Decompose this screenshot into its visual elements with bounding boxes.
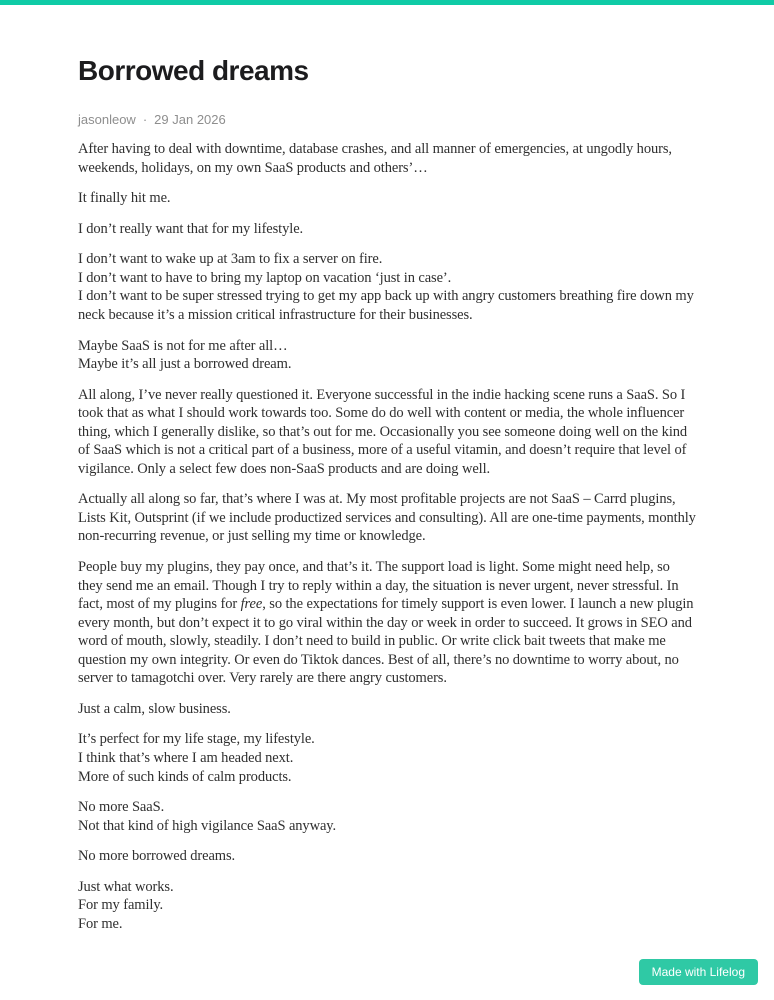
paragraph: Actually all along so far, that’s where I was at. My most profitable projects are not SaaS – Carrd plugins, Lists Kit, Outsprint (if we include productized services and consulting). All are one-time payments, monthly non-recurring revenue, or just selling my time or knowledge. <box>78 491 696 545</box>
paragraph: Maybe SaaS is not for me after all… Maybe it’s all just a borrowed dream. <box>78 337 292 373</box>
paragraph: I don’t want to wake up at 3am to fix a server on fire. I don’t want to have to bring my laptop on vacation ‘just in case’. I don’t want to be super stressed trying to get my app back up with angry customers breathing fire down my neck because it’s a mission critical infrastructure for their businesses. <box>78 251 694 324</box>
paragraph: All along, I’ve never really questioned it. Everyone successful in the indie hacking scene runs a SaaS. So I took that as what I should work towards too. Some do do well with content or media, the whole influencer thing, which I generally dislike, so that’s out for me. Occasionally you see someone doing well on the kind of SaaS which is not a critical part of a business, more of a useful vitamin, and doesn’t require that level of vigilance. Only a select few does non-SaaS products and are doing well. <box>78 386 688 477</box>
paragraph: It’s perfect for my life stage, my lifestyle. I think that’s where I am headed next. More of such kinds of calm products. <box>78 731 315 785</box>
brand-top-bar <box>0 0 774 5</box>
paragraph: Just what works. For my family. For me. <box>78 878 174 932</box>
article-body <box>78 140 696 933</box>
italic-text: free <box>240 596 263 613</box>
paragraph: I don’t really want that for my lifestyle. <box>78 220 304 237</box>
paragraph: No more SaaS. Not that kind of high vigilance SaaS anyway. <box>78 799 337 834</box>
paragraph: Just a calm, slow business. <box>78 700 231 717</box>
paragraph: People buy my plugins, they pay once, and that’s it. The support load is light. Some might need help, so they send me an email. Though I try to reply within a day, the situation is never urgent, never stressful. In fact, most of my plugins for free, so the expectations for timely support is even lower. I launch a new plugin every month, but don’t expect it to go viral within the day or week in order to succeed. It grows in SEO and word of mouth, slowly, steadily. I don’t need to build in public. Or write click bait tweets that make me question my own integrity. Or even do Tiktok dances. Best of all, there’s no downtime to worry about, no server to tamagotchi over. Very rarely are there angry customers. <box>78 559 694 687</box>
post-date: 29 Jan 2026 <box>154 112 226 128</box>
paragraph: It finally hit me. <box>78 190 171 207</box>
byline <box>78 112 696 127</box>
paragraph: After having to deal with downtime, database crashes, and all manner of emergencies, at ungodly hours, weekends, holidays, on my own SaaS products and others’… <box>78 141 672 176</box>
page-title: Borrowed dreams <box>78 55 309 86</box>
author-name: jasonleow <box>78 112 136 128</box>
paragraph: No more borrowed dreams. <box>78 848 236 865</box>
made-with-lifelog-button[interactable]: Made with Lifelog <box>639 959 758 985</box>
byline-separator-dot: · <box>142 112 148 128</box>
article-container <box>78 0 696 933</box>
